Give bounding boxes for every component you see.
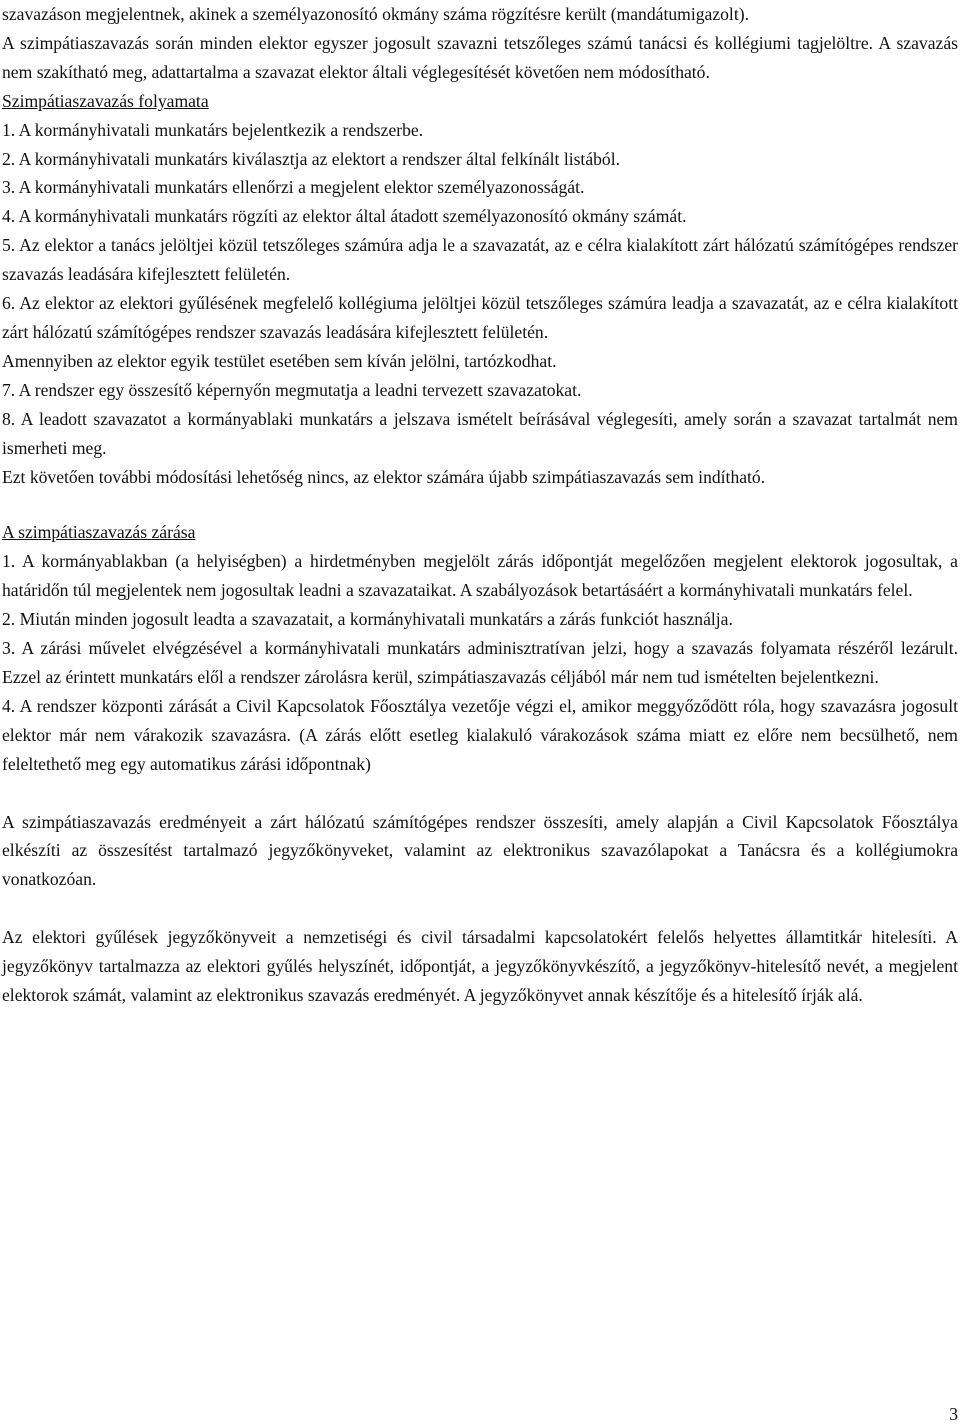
process-step: 6. Az elektor az elektori gyűlésének megfelelő kollégiuma jelöltjei közül tetszőleges számúra leadja a szavazatát, az e célra kialakított zárt hálózatú számítógépes rendszer szavazás leadására kifejlesztett felületén.: [2, 293, 958, 342]
process-step: 1. A kormányhivatali munkatárs bejelentkezik a rendszerbe.: [2, 119, 424, 140]
process-step: 5. Az elektor a tanács jelöltjei közül tetszőleges számúra adja le a szavazatát, az e célra kialakított zárt hálózatú számítógépes rendszer szavazás leadására kifejlesztett felületén.: [2, 235, 958, 285]
closing-step: 4. A rendszer központi zárását a Civil Kapcsolatok Főosztálya vezetője végzi el, amikor meggyőződött róla, hogy szavazásra jogosult elektor már nem várakozik szavazásra. (A zárás előtt esetleg kialakuló várakozások száma miatt ez előre nem becsülhető, nem feleltethető meg egy automatikus zárási időpontnak): [2, 695, 958, 774]
closing-step: 3. A zárási művelet elvégzésével a kormányhivatali munkatárs adminisztratívan jelzi, hogy a szavazás folyamata részéről lezárult. Ezzel az érintett munkatárs elől a rendszer zárolásra kerül, szimpátiaszavazás céljából már nem tud ismételten bejelentkezni.: [2, 638, 958, 687]
process-step: 7. A rendszer egy összesítő képernyőn megmutatja a leadni tervezett szavazatokat.: [2, 379, 582, 400]
spacer: [2, 779, 958, 808]
section-heading-process: Szimpátiaszavazás folyamata: [2, 90, 209, 111]
closing-step: 2. Miután minden jogosult leadta a szavazatait, a kormányhivatali munkatárs a zárás funkciót használja.: [2, 609, 733, 630]
closing-step: 1. A kormányablakban (a helyiségben) a hirdetményben megjelölt zárás időpontját megelőzően megjelent elektorok jogosultak, a határidőn túl megjelentek nem jogosultak leadni a szavazataikat. A szabályozások betartásáért a kormányhivatali munkatárs felel.: [2, 551, 958, 601]
paragraph-intro-continued: szavazáson megjelentnek, akinek a személyazonosító okmány száma rögzítésre került (mandátumigazolt).: [2, 4, 749, 24]
process-step: 4. A kormányhivatali munkatárs rögzíti az elektor által átadott személyazonosító okmány számát.: [2, 206, 687, 227]
paragraph-minutes: Az elektori gyűlések jegyzőkönyveit a nemzetiségi és civil társadalmi kapcsolatokért felelős helyettes államtitkár hitelesíti. A jegyzőkönyv tartalmazza az elektori gyűlés helyszínét, időpontját, a jegyzőkönyvkészítő, a jegyzőkönyv-hitelesítő nevét, a megjelent elektorok számát, valamint az elektronikus szavazás eredményét. A jegyzőkönyvet annak készítője és a hitelesítő írják alá.: [2, 927, 958, 1006]
section-heading-closing: A szimpátiaszavazás zárása: [2, 522, 196, 543]
spacer: [2, 491, 958, 518]
page-number: 3: [949, 1404, 958, 1424]
process-step: 3. A kormányhivatali munkatárs ellenőrzi a megjelent elektor személyazonosságát.: [2, 177, 585, 198]
process-note: Amennyiben az elektor egyik testület esetében sem kíván jelölni, tartózkodhat.: [2, 350, 557, 371]
paragraph-voting-rules: A szimpátiaszavazás során minden elektor egyszer jogosult szavazni tetszőleges számú tanácsi és kollégiumi tagjelöltre. A szavazás nem szakítható meg, adattartalma a szavazat elektor általi véglegesítését követően nem módosítható.: [2, 32, 958, 82]
process-step: 2. A kormányhivatali munkatárs kiválasztja az elektort a rendszer által felkínált listából.: [2, 148, 621, 169]
document-body: [2, 0, 958, 1010]
process-step: 8. A leadott szavazatot a kormányablaki munkatárs a jelszava ismételt beírásával véglegesíti, amely során a szavazat tartalmát nem ismerheti meg.: [2, 408, 958, 458]
paragraph-results: A szimpátiaszavazás eredményeit a zárt hálózatú számítógépes rendszer összesíti, amely alapján a Civil Kapcsolatok Főosztálya elkészíti az összesítést tartalmazó jegyzőkönyveket, valamint az elektronikus szavazólapokat a Tanácsra és a kollégiumokra vonatkozóan.: [2, 811, 958, 890]
spacer: [2, 894, 958, 923]
process-note: Ezt követően további módosítási lehetőség nincs, az elektor számára újabb szimpátiaszavazás sem indítható.: [2, 466, 766, 487]
